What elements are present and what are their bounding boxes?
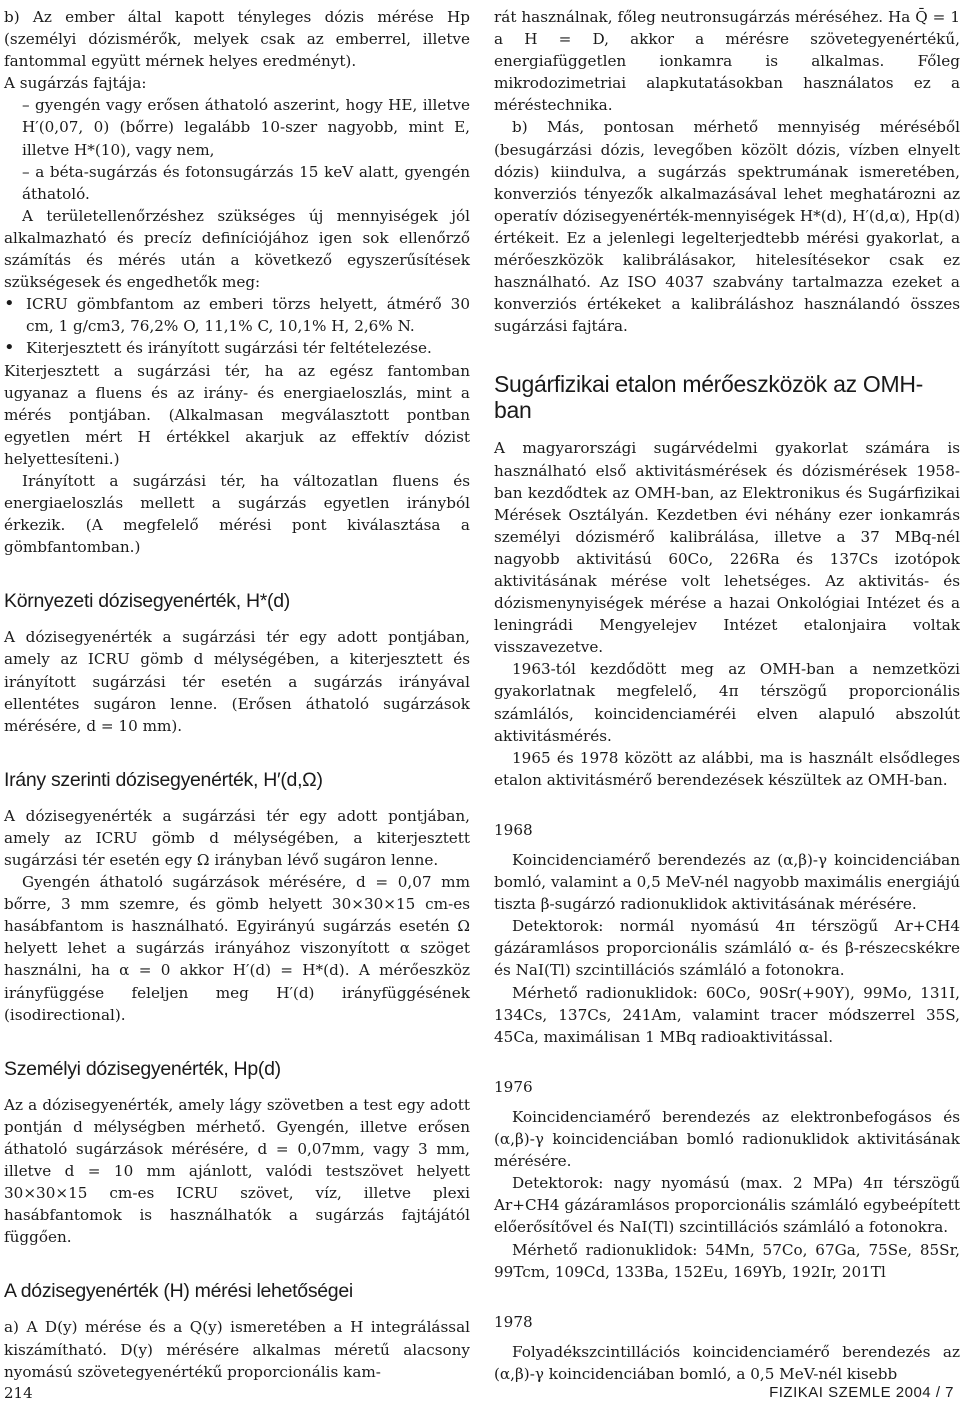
paragraph: Irányított a sugárzási tér, ha változatlan fluens és energiaeloszlás mellett a sugárzás egyetlen irányból érkezik. (A megfelelő mérési pont kiválasztása a gömbfantomban.) [4,471,470,557]
paragraph: b) Az ember által kapott tényleges dózis mérése Hp (személyi dózismérők, melyek csak az emberrel, illetve fantommal együtt mérnek helyes eredményt). [4,8,470,71]
paragraph: Az a dózisegyenérték, amely lágy szövetben a test egy adott pontján d mélységben mérhető. Gyengén, illetve erősen áthatoló sugárzások mérésére, d = 0,07mm, vagy 3 mm, illetve d = 10 mm ajánlott, valódi testszövet helyett 30×30×15 cm-es ICRU szövet, víz, illetve plexi hasábfantomok is használhatók a sugárzás fajtájától függően. [4,1095,470,1247]
year-label: 1976 [494,1077,533,1096]
paragraph: A dózisegyenérték a sugárzási tér egy adott pontjában, amely az ICRU gömb d mélységében, a kiterjesztett sugárzási tér esetén egy Ω irányban lévő sugáron lenne. [4,806,470,869]
section-heading: Személyi dózisegyenérték, Hp(d) [4,1057,281,1080]
paragraph: Detektorok: nagy nyomású (max. 2 MPa) 4π térszögű Ar+CH4 gázáramlásos proporcionális számláló egybeépített előerősítővel és NaI(Tl) szcintillációs számláló a fotonokra. [494,1174,960,1237]
bullet-item: • ICRU gömbfantom az emberi törzs helyett, átmérő 30 cm, 1 g/cm3, 76,2% O, 11,1% C, 10,1% H, 2,6% N. [4,293,470,337]
paragraph: A sugárzás fajtája: [4,74,147,93]
paragraph: Kiterjesztett a sugárzási tér, ha az egész fantomban ugyanaz a fluens és az irány- és energiaeloszlás, mint a mérés pontjában. (Alkalmasan megválasztott pontban egyetlen mért H értékkel akarjuk az effektív dózist helyettesíteni.) [4,361,470,468]
paragraph: Koincidenciamérő berendezés az (α,β)-γ koincidenciában bomló, valamint a 0,5 MeV-nél nagyobb maximális energiájú tiszta β-sugárzó radionuklidok aktivitásának mérésére. [494,851,960,914]
paragraph: Mérhető radionuklidok: 54Mn, 57Co, 67Ga, 75Se, 85Sr, 99Tcm, 109Cd, 133Ba, 152Eu, 169Yb, 192Ir, 201Tl [494,1240,960,1281]
paragraph: Koincidenciamérő berendezés az elektronbefogásos és (α,β)-γ koincidenciában bomló radionuklidok aktivitásának mérésére. [494,1107,960,1171]
dash-item: – gyengén vagy erősen áthatoló aszerint, hogy HE, illetve H′(0,07, 0) (bőrre) legalább 10-szer nagyobb, mint E, illetve H*(10), vagy nem, [22,96,470,159]
paragraph: A magyarországi sugárvédelmi gyakorlat számára is használható első aktivitásmérések és dózismérések 1958-ban kezdődtek az OMH-ban, az Elektronikus és Sugárfizikai Mérések Osztályán. Kezdetben évi néhány ezer ionkamrás személyi dózismérő kalibrálása, illetve a 37 MBq-nél nagyobb aktivitású 60Co, 226Ra és 137Cs izotópok aktivitásának mérése volt lehetséges. Az aktivitás- és dózismenynyiségek mérése a hazai Onkológiai Intézet és a leningrádi Mengyelejev Intézet etalonjaira voltak visszavezetve. [494,439,960,657]
journal-footer: FIZIKAI SZEMLE 2004 / 7 [769,1384,954,1401]
bullet-item: • Kiterjesztett és irányított sugárzási tér feltételezése. [4,337,470,359]
paragraph: Folyadékszcintillációs koincidenciamérő berendezés az (α,β)-γ koincidenciában bomló, a 0,5 MeV-nél kisebb [494,1342,960,1383]
paragraph: A területellenőrzéshez szükséges új mennyiségek jól alkalmazható és precíz definíciójához igen sok ellenőrző számítás és mérés után a következő egyszerűsítések szükségesek és engedhetők meg: [4,206,470,292]
paragraph: a) A D(y) mérése és a Q(y) ismeretében a H integrálással kiszámítható. D(y) mérésére alkalmas méretű alacsony nyomású szövetegyenértékű proporcionális kam- [4,1318,470,1381]
paragraph: Mérhető radionuklidok: 60Co, 90Sr(+90Y), 99Mo, 131I, 134Cs, 137Cs, 241Am, valamint tracer módszerrel 35S, 45Ca, maximálisan 1 MBq radioaktivitással. [494,983,960,1046]
dash-item: – a béta-sugárzás és fotonsugárzás 15 keV alatt, gyengén áthatoló. [22,162,470,203]
paragraph: A dózisegyenérték a sugárzási tér egy adott pontjában, amely az ICRU gömb d mélységében, a kiterjesztett és irányított sugárzási tér esetén a sugárzás irányával ellentétes sugáron lenne. (Erősen áthatoló sugárzások mérésére, d = 10 mm). [4,628,470,735]
paragraph: rát használnak, főleg neutronsugárzás méréséhez. Ha Q̄ = 1 a H = D, akkor a mérésre szövetegyenértékű, energiafüggetlen ionkamra is alkalmas. Főleg mikrodozimetriai alapkutatásokban használatos ez a méréstechnika. [494,8,960,115]
paragraph: b) Más, pontosan mérhető mennyiség méréséből (besugárzási dózis, levegőben közölt dózis, vízben elnyelt dózis) kiindulva, a sugárzás spektrumának ismeretében, konverziós tényezők alkalmazásával lehet meghatározni az operatív dózisegyenérték-mennyiségek H*(d), H′(d,α), Hp(d) értékeit. Ez a jelenlegi legelterjedtebb mérési gyakorlat, a mérőeszközök kalibrálásakor, hitelesítésekor csak ez használható. Az ISO 4037 szabvány tartalmazza ezeket a konverziós értékeket a kalibráláshoz használandó összes sugárzási fajtára. [494,118,960,336]
year-label: 1968 [494,820,533,839]
right-column [494,6,960,1385]
paragraph: Detektorok: normál nyomású 4π térszögű Ar+CH4 gázáramlásos proporcionális számláló α- és β-részecskékre és NaI(Tl) szcintillációs számláló a fotonokra. [494,917,960,980]
section-heading: Irány szerinti dózisegyenérték, H′(d,Ω) [4,768,323,791]
section-heading: A dózisegyenérték (H) mérési lehetőségei [4,1280,353,1303]
section-heading: Sugárfizikai etalon mérőeszközök az OMH-ban [494,371,923,424]
year-label: 1978 [494,1312,533,1331]
paragraph: 1965 és 1978 között az alábbi, ma is használt elsődleges etalon aktivitásmérő berendezések készültek az OMH-ban. [494,748,960,789]
paragraph: 1963-tól kezdődött meg az OMH-ban a nemzetközi gyakorlatnak megfelelő, 4π térszögű proporcionális számlálós, koincidenciaméréi elven alapuló abszolút aktivitásmérés. [494,660,960,745]
left-column [4,6,470,1383]
section-heading: Környezeti dózisegyenérték, H*(d) [4,590,290,613]
page-number: 214 [4,1384,33,1402]
paragraph: Gyengén áthatoló sugárzások mérésére, d = 0,07 mm bőrre, 3 mm szemre, és gömb helyett 30×30×15 cm-es hasábfantom is használható. Egyirányú sugárzás esetén Ω helyett lehet a sugárzás irányához viszonyított α szöget használni, ha α = 0 akkor H′(d) = H*(d). A mérőeszköz irányfüggése feleljen meg H′(d) irányfüggésének (isodirectional). [4,873,470,1024]
